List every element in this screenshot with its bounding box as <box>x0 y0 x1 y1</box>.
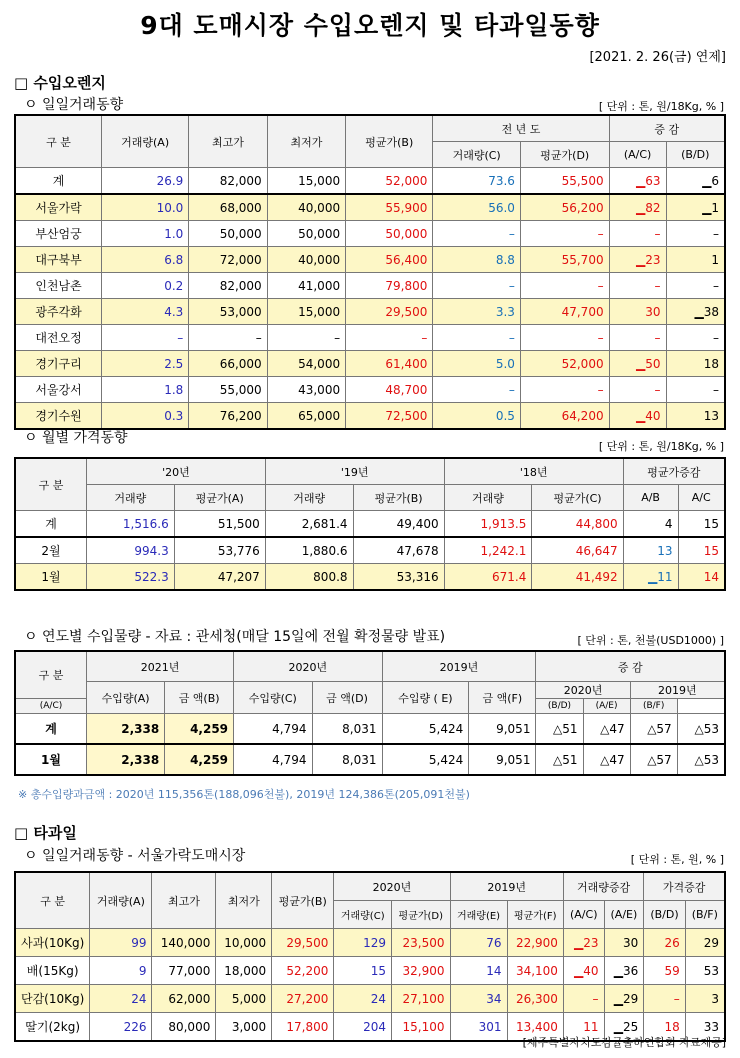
col-c2019: 2019년 <box>630 682 725 699</box>
cell-amt-d: 8,031 <box>312 714 382 745</box>
cell-avg-f: 26,300 <box>507 985 563 1013</box>
cell-avg-d: 23,500 <box>392 929 450 957</box>
cell-ac: – <box>609 325 666 351</box>
cell-v18: 1,242.1 <box>444 537 532 564</box>
row-name: 1월 <box>15 744 87 775</box>
cell-bd: – <box>666 273 725 299</box>
yearly-subheading: ㅇ 연도별 수입물량 - 자료 : 관세청(매달 15일에 전월 확정물량 발표) <box>24 629 446 645</box>
cell-max: 72,000 <box>189 247 267 273</box>
cell-vol: 0.3 <box>102 403 189 430</box>
table-row <box>15 957 725 985</box>
cell-bd: 59 <box>644 957 685 985</box>
cell-avg-d: 32,900 <box>392 957 450 985</box>
cell-max: 82,000 <box>189 168 267 195</box>
col-incr: 평균가증감 <box>623 458 725 485</box>
cell-vol: 226 <box>90 1013 152 1042</box>
cell-prev-vol: 56.0 <box>433 194 521 221</box>
cell-prev-avg: 56,200 <box>520 194 609 221</box>
table-row <box>15 168 725 195</box>
cell-min: 43,000 <box>267 377 345 403</box>
cell-ac: △51 <box>536 744 583 775</box>
cell-max: 50,000 <box>189 221 267 247</box>
cell-avg-f: 34,100 <box>507 957 563 985</box>
cell-vol: 2.5 <box>102 351 189 377</box>
col-bd: (B/D) <box>666 142 725 168</box>
cell-avg: – <box>346 325 433 351</box>
cell-imp-a: 2,338 <box>87 744 165 775</box>
cell-prev-vol: – <box>433 377 521 403</box>
cell-bf: 53 <box>685 957 725 985</box>
col-y20: '20년 <box>87 458 266 485</box>
cell-bf: 29 <box>685 929 725 957</box>
cell-min: 10,000 <box>216 929 272 957</box>
cell-prev-avg: – <box>520 221 609 247</box>
cell-avg: 27,200 <box>272 985 334 1013</box>
monthly-subheading: ㅇ 월별 가격동향 <box>24 430 128 446</box>
col-amt-d: 금 액(D) <box>312 682 382 714</box>
yearly-unit: [ 단위 : 톤, 천불(USD1000) ] <box>577 634 724 647</box>
table-row <box>15 325 725 351</box>
cell-bf: 3 <box>685 985 725 1013</box>
cell-imp-c: 4,794 <box>234 714 312 745</box>
col-vol: 거래량(A) <box>102 115 189 168</box>
cell-ab: 13 <box>623 537 678 564</box>
table-row <box>15 744 725 775</box>
cell-avg: 50,000 <box>346 221 433 247</box>
col-bd: (B/D) <box>644 901 685 929</box>
row-name: 서울가락 <box>15 194 102 221</box>
cell-vol-c: 15 <box>334 957 392 985</box>
cell-ac: 15 <box>678 537 725 564</box>
daily-unit: [ 단위 : 톤, 원/18Kg, % ] <box>598 100 724 113</box>
table-row <box>15 247 725 273</box>
cell-amt-b: 4,259 <box>165 744 234 775</box>
cell-bd: – <box>666 325 725 351</box>
total-import-note: ※ 총수입량과금액 : 2020년 115,356톤(188,096천불), 2019년 124,386톤(205,091천불) <box>18 788 470 801</box>
cell-ac: ▁23 <box>609 247 666 273</box>
table-row <box>15 929 725 957</box>
cell-max: 77,000 <box>152 957 216 985</box>
cell-imp-c: 4,794 <box>234 744 312 775</box>
col-avg-b: 평균가(B) <box>353 485 444 511</box>
cell-a19: 53,316 <box>353 564 444 591</box>
cell-max: 55,000 <box>189 377 267 403</box>
monthly-unit: [ 단위 : 톤, 원/18Kg, % ] <box>598 440 724 453</box>
cell-max: – <box>189 325 267 351</box>
cell-prev-avg: – <box>520 325 609 351</box>
col-prev: 전 년 도 <box>433 115 609 142</box>
cell-bd: △47 <box>583 714 630 745</box>
cell-vol: 0.2 <box>102 273 189 299</box>
col-price-chg: 가격증감 <box>644 872 725 901</box>
table-row <box>15 377 725 403</box>
cell-prev-avg: 55,500 <box>520 168 609 195</box>
col-vol: 거래량(A) <box>90 872 152 929</box>
cell-imp-e: 5,424 <box>382 744 469 775</box>
cell-ac: ▁82 <box>609 194 666 221</box>
row-name: 2월 <box>15 537 87 564</box>
cell-avg: 56,400 <box>346 247 433 273</box>
col-ae: (A/E) <box>583 699 630 714</box>
row-name: 경기수원 <box>15 403 102 430</box>
yearly-import-table <box>14 650 726 776</box>
col-avg-c: 평균가(C) <box>532 485 623 511</box>
cell-ae: △57 <box>630 744 677 775</box>
col-avg-f: 평균가(F) <box>507 901 563 929</box>
cell-vol: 1.0 <box>102 221 189 247</box>
cell-imp-a: 2,338 <box>87 714 165 745</box>
fruit-unit: [ 단위 : 톤, 원, % ] <box>630 853 724 866</box>
cell-min: 50,000 <box>267 221 345 247</box>
cell-bd: ▁6 <box>666 168 725 195</box>
cell-vol: 6.8 <box>102 247 189 273</box>
cell-min: 15,000 <box>267 299 345 325</box>
cell-v19: 1,880.6 <box>265 537 353 564</box>
cell-ab: 4 <box>623 511 678 538</box>
cell-prev-vol: – <box>433 273 521 299</box>
cell-min: 3,000 <box>216 1013 272 1042</box>
cell-amt-f: 9,051 <box>469 714 536 745</box>
row-name: 경기구리 <box>15 351 102 377</box>
cell-vol: 26.9 <box>102 168 189 195</box>
cell-ac: ▁50 <box>609 351 666 377</box>
daily-orange-table <box>14 114 726 430</box>
col-vol-e: 거래량(E) <box>450 901 507 929</box>
cell-a20: 51,500 <box>174 511 265 538</box>
cell-avg: 29,500 <box>346 299 433 325</box>
cell-amt-d: 8,031 <box>312 744 382 775</box>
col-imp-a: 수입량(A) <box>87 682 165 714</box>
col-gubun: 구 분 <box>15 651 87 699</box>
cell-ae: △57 <box>630 714 677 745</box>
cell-vol-c: 24 <box>334 985 392 1013</box>
cell-amt-f: 9,051 <box>469 744 536 775</box>
cell-avg: 48,700 <box>346 377 433 403</box>
cell-ac: ▁23 <box>563 929 604 957</box>
cell-max: 53,000 <box>189 299 267 325</box>
col-avg-d: 평균가(D) <box>392 901 450 929</box>
source-footer: [제주특별자치도감귤출하연합회 자료제공] <box>522 1036 726 1049</box>
cell-max: 140,000 <box>152 929 216 957</box>
cell-avg: 72,500 <box>346 403 433 430</box>
cell-bd: 18 <box>644 1013 685 1042</box>
col-chg: 증 감 <box>536 651 725 682</box>
col-amt-b: 금 액(B) <box>165 682 234 714</box>
cell-v19: 2,681.4 <box>265 511 353 538</box>
col-ae: (A/E) <box>604 901 644 929</box>
fruit-subheading: ㅇ 일일거래동향 - 서울가락도매시장 <box>24 848 246 864</box>
cell-prev-vol: 3.3 <box>433 299 521 325</box>
col-y2019: 2019년 <box>382 651 536 682</box>
row-name: 계 <box>15 168 102 195</box>
col-ab: A/B <box>623 485 678 511</box>
cell-vol: 9 <box>90 957 152 985</box>
col-vol: 거래량 <box>87 485 175 511</box>
cell-ae: ▁25 <box>604 1013 644 1042</box>
cell-bf: 33 <box>685 1013 725 1042</box>
col-y18: '18년 <box>444 458 623 485</box>
col-min: 최저가 <box>267 115 345 168</box>
report-date: [2021. 2. 26(금) 연제] <box>589 50 726 65</box>
cell-vol: 1.8 <box>102 377 189 403</box>
cell-avg: 52,000 <box>346 168 433 195</box>
page-title: 9대 도매시장 수입오렌지 및 타과일동향 <box>140 11 600 40</box>
cell-ae: ▁36 <box>604 957 644 985</box>
cell-max: 66,000 <box>189 351 267 377</box>
cell-avg: 61,400 <box>346 351 433 377</box>
row-name: 서울강서 <box>15 377 102 403</box>
col-imp-c: 수입량(C) <box>234 682 312 714</box>
cell-bd: – <box>644 985 685 1013</box>
col-avg-a: 평균가(A) <box>174 485 265 511</box>
col-vol-chg: 거래량증감 <box>563 872 643 901</box>
cell-bf: △53 <box>677 714 725 745</box>
daily-subheading: ㅇ 일일거래동향 <box>24 97 124 113</box>
cell-bd: 18 <box>666 351 725 377</box>
col-chg: 증 감 <box>609 115 725 142</box>
cell-bd: ▁1 <box>666 194 725 221</box>
cell-bd: △47 <box>583 744 630 775</box>
col-max: 최고가 <box>189 115 267 168</box>
cell-min: 40,000 <box>267 247 345 273</box>
cell-ac: – <box>609 377 666 403</box>
cell-imp-e: 5,424 <box>382 714 469 745</box>
cell-a19: 47,678 <box>353 537 444 564</box>
cell-vol: 24 <box>90 985 152 1013</box>
cell-avg-f: 22,900 <box>507 929 563 957</box>
section-heading-orange: □ 수입오렌지 <box>14 74 106 92</box>
cell-a20: 47,207 <box>174 564 265 591</box>
cell-ac: – <box>563 985 604 1013</box>
cell-amt-b: 4,259 <box>165 714 234 745</box>
cell-bd: 1 <box>666 247 725 273</box>
table-row <box>15 403 725 430</box>
cell-bd: – <box>666 221 725 247</box>
col-gubun: 구 분 <box>15 872 90 929</box>
table-row <box>15 714 725 745</box>
cell-prev-avg: 52,000 <box>520 351 609 377</box>
other-fruit-table <box>14 871 726 1042</box>
cell-vol: 99 <box>90 929 152 957</box>
cell-avg: 52,200 <box>272 957 334 985</box>
cell-max: 68,000 <box>189 194 267 221</box>
col-bd: (B/D) <box>536 699 583 714</box>
cell-avg: 79,800 <box>346 273 433 299</box>
cell-min: 54,000 <box>267 351 345 377</box>
cell-a18: 46,647 <box>532 537 623 564</box>
cell-vol-e: 34 <box>450 985 507 1013</box>
cell-ac: △51 <box>536 714 583 745</box>
col-bf: (B/F) <box>685 901 725 929</box>
col-vol: 거래량 <box>444 485 532 511</box>
cell-ae: ▁29 <box>604 985 644 1013</box>
monthly-orange-table <box>14 457 726 591</box>
cell-vol: – <box>102 325 189 351</box>
cell-vol-e: 14 <box>450 957 507 985</box>
cell-min: 5,000 <box>216 985 272 1013</box>
table-row <box>15 351 725 377</box>
row-name: 딸기(2kg) <box>15 1013 90 1042</box>
col-imp-e: 수입량 ( E) <box>382 682 469 714</box>
col-prev-avg: 평균가(D) <box>520 142 609 168</box>
cell-bd: 26 <box>644 929 685 957</box>
row-name: 1월 <box>15 564 87 591</box>
cell-prev-vol: – <box>433 325 521 351</box>
cell-avg: 29,500 <box>272 929 334 957</box>
cell-a19: 49,400 <box>353 511 444 538</box>
row-name: 단감(10Kg) <box>15 985 90 1013</box>
cell-ac: ▁40 <box>609 403 666 430</box>
cell-a20: 53,776 <box>174 537 265 564</box>
cell-avg-d: 27,100 <box>392 985 450 1013</box>
table-row <box>15 194 725 221</box>
cell-prev-avg: – <box>520 273 609 299</box>
cell-min: 40,000 <box>267 194 345 221</box>
cell-bf: △53 <box>677 744 725 775</box>
table-row <box>15 273 725 299</box>
col-avg: 평균가(B) <box>272 872 334 929</box>
row-name: 계 <box>15 714 87 745</box>
col-vol-c: 거래량(C) <box>334 901 392 929</box>
row-name: 광주각화 <box>15 299 102 325</box>
cell-vol-e: 301 <box>450 1013 507 1042</box>
col-y2020: 2020년 <box>334 872 450 901</box>
cell-bd: 13 <box>666 403 725 430</box>
cell-min: 18,000 <box>216 957 272 985</box>
cell-v20: 994.3 <box>87 537 175 564</box>
cell-bd: – <box>666 377 725 403</box>
cell-ac: 15 <box>678 511 725 538</box>
col-max: 최고가 <box>152 872 216 929</box>
table-row <box>15 564 725 591</box>
cell-v19: 800.8 <box>265 564 353 591</box>
table-row <box>15 985 725 1013</box>
table-row <box>15 537 725 564</box>
cell-prev-vol: 5.0 <box>433 351 521 377</box>
cell-prev-avg: – <box>520 377 609 403</box>
col-ac: A/C <box>678 485 725 511</box>
cell-min: 65,000 <box>267 403 345 430</box>
cell-prev-avg: 47,700 <box>520 299 609 325</box>
row-name: 대전오정 <box>15 325 102 351</box>
cell-ac: 14 <box>678 564 725 591</box>
table-row <box>15 221 725 247</box>
col-y19: '19년 <box>265 458 444 485</box>
cell-a18: 44,800 <box>532 511 623 538</box>
cell-bd: ▁38 <box>666 299 725 325</box>
col-vol: 거래량 <box>265 485 353 511</box>
cell-avg-f: 13,400 <box>507 1013 563 1042</box>
section-heading-other-fruit: □ 타과일 <box>14 824 77 842</box>
cell-vol-e: 76 <box>450 929 507 957</box>
cell-ac: ▁63 <box>609 168 666 195</box>
col-prev-vol: 거래량(C) <box>433 142 521 168</box>
cell-vol-c: 129 <box>334 929 392 957</box>
col-bf: (B/F) <box>630 699 677 714</box>
row-name: 계 <box>15 511 87 538</box>
cell-max: 62,000 <box>152 985 216 1013</box>
row-name: 부산엄궁 <box>15 221 102 247</box>
cell-avg: 17,800 <box>272 1013 334 1042</box>
cell-vol-c: 204 <box>334 1013 392 1042</box>
col-ac: (A/C) <box>563 901 604 929</box>
cell-prev-vol: – <box>433 221 521 247</box>
cell-prev-avg: 55,700 <box>520 247 609 273</box>
cell-v20: 522.3 <box>87 564 175 591</box>
col-ac: (A/C) <box>609 142 666 168</box>
col-y2021: 2021년 <box>87 651 234 682</box>
cell-vol: 10.0 <box>102 194 189 221</box>
cell-max: 82,000 <box>189 273 267 299</box>
col-avg: 평균가(B) <box>346 115 433 168</box>
cell-ae: 30 <box>604 929 644 957</box>
cell-ac: 30 <box>609 299 666 325</box>
cell-ac: ▁40 <box>563 957 604 985</box>
cell-min: – <box>267 325 345 351</box>
cell-prev-vol: 73.6 <box>433 168 521 195</box>
col-c2020: 2020년 <box>536 682 630 699</box>
col-amt-f: 금 액(F) <box>469 682 536 714</box>
cell-v20: 1,516.6 <box>87 511 175 538</box>
col-y2019: 2019년 <box>450 872 563 901</box>
cell-prev-vol: 8.8 <box>433 247 521 273</box>
cell-ab: ▁11 <box>623 564 678 591</box>
cell-a18: 41,492 <box>532 564 623 591</box>
cell-v18: 671.4 <box>444 564 532 591</box>
col-gubun: 구 분 <box>15 115 102 168</box>
cell-prev-vol: 0.5 <box>433 403 521 430</box>
cell-v18: 1,913.5 <box>444 511 532 538</box>
cell-min: 15,000 <box>267 168 345 195</box>
cell-ac: – <box>609 273 666 299</box>
cell-prev-avg: 64,200 <box>520 403 609 430</box>
row-name: 배(15Kg) <box>15 957 90 985</box>
table-row <box>15 511 725 538</box>
col-ac: (A/C) <box>15 699 87 714</box>
row-name: 대구북부 <box>15 247 102 273</box>
cell-avg: 55,900 <box>346 194 433 221</box>
cell-avg-d: 15,100 <box>392 1013 450 1042</box>
cell-max: 76,200 <box>189 403 267 430</box>
col-min: 최저가 <box>216 872 272 929</box>
table-row <box>15 299 725 325</box>
col-gubun: 구 분 <box>15 458 87 511</box>
row-name: 사과(10Kg) <box>15 929 90 957</box>
cell-ac: 11 <box>563 1013 604 1042</box>
cell-vol: 4.3 <box>102 299 189 325</box>
cell-ac: – <box>609 221 666 247</box>
cell-max: 80,000 <box>152 1013 216 1042</box>
cell-min: 41,000 <box>267 273 345 299</box>
col-y2020: 2020년 <box>234 651 382 682</box>
row-name: 인천남촌 <box>15 273 102 299</box>
